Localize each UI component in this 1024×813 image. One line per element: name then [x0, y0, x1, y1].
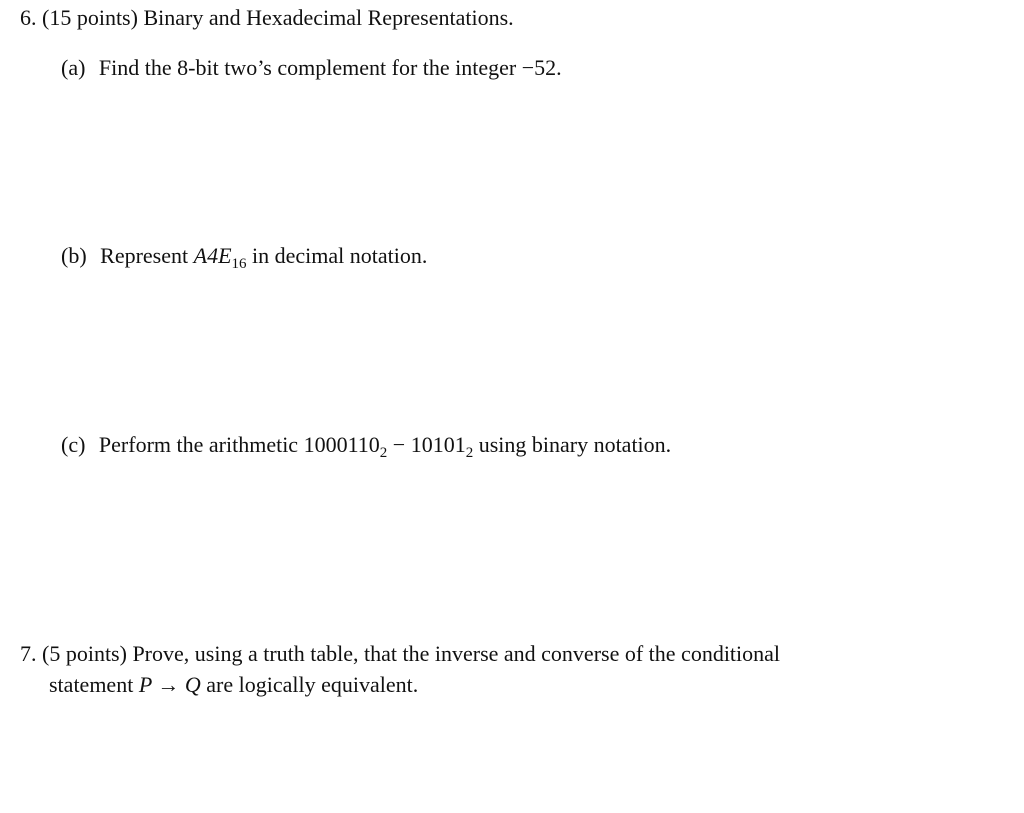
part-c-binary-2-base: 2: [465, 445, 474, 461]
part-b-text-after: in decimal notation.: [252, 243, 428, 268]
part-c-binary-1-base: 2: [379, 445, 388, 461]
part-c-binary-1-digits: 1000110: [303, 432, 380, 457]
question-7-text-after-math: are logically equivalent.: [206, 672, 419, 697]
part-b-label: (b): [61, 243, 87, 268]
part-b-hex-base: 16: [231, 256, 247, 272]
part-a-text: Find the 8-bit two’s complement for the integer −52.: [98, 55, 562, 80]
part-c-label: (c): [61, 432, 86, 457]
question-7-number: 7.: [20, 641, 37, 666]
part-b-hex-digits: A4E: [193, 243, 232, 268]
part-c-binary-2: [410, 432, 474, 461]
part-c-text-after: using binary notation.: [478, 432, 672, 457]
question-7-text-before-math: statement: [49, 672, 134, 697]
part-c-text-before: Perform the arithmetic: [98, 432, 299, 457]
part-b-hex-number: [193, 243, 247, 272]
question-7-text-line-1: (5 points) Prove, using a truth table, that the inverse and converse of the conditional: [42, 641, 781, 666]
question-6-number: 6.: [20, 5, 37, 30]
part-c-binary-1: [303, 432, 388, 461]
question-6-part-a: [61, 54, 562, 82]
question-6-part-c: [61, 431, 671, 463]
part-a-label: (a): [61, 55, 86, 80]
question-6-part-b: [61, 242, 427, 274]
question-7-conditional: P → Q: [138, 672, 201, 697]
question-6-heading: [20, 4, 514, 32]
question-7-line-2: [49, 671, 418, 699]
question-7-line-1: [20, 640, 780, 668]
part-b-text-before: Represent: [100, 243, 189, 268]
question-6-title: (15 points) Binary and Hexadecimal Representations.: [42, 5, 514, 30]
part-c-operator: −: [392, 432, 406, 457]
part-c-binary-2-digits: 10101: [410, 432, 466, 457]
